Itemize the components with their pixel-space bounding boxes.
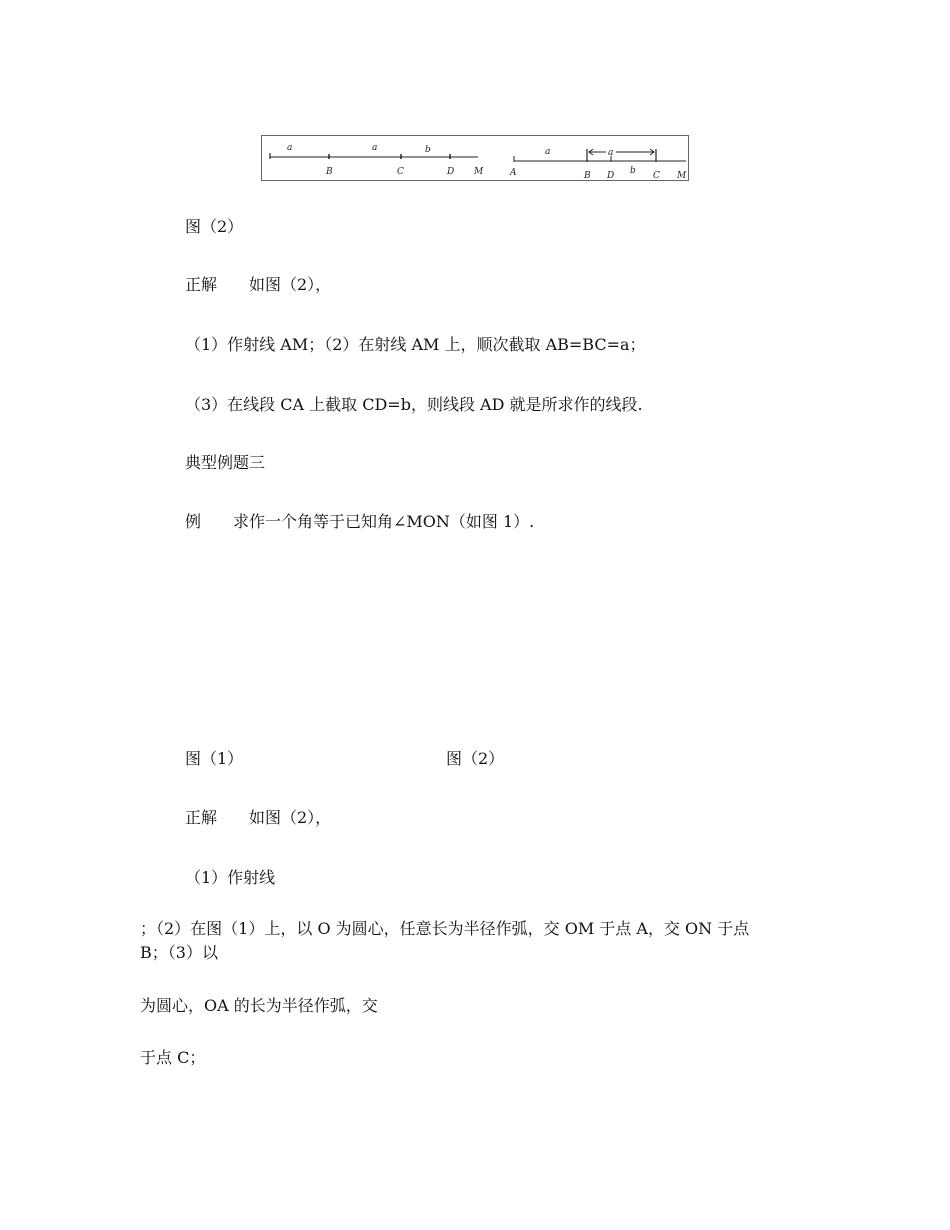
right-label-C: C — [653, 171, 660, 181]
arc-step-line-2: B；（3）以 — [140, 943, 218, 962]
figure-2-caption: 图（2） — [446, 749, 505, 768]
arc-step-3-line-2: 于点 C； — [140, 1048, 206, 1067]
segment-construction-figure — [261, 135, 689, 181]
right-label-A: A — [510, 168, 517, 178]
right-label-B: B — [584, 171, 591, 181]
solution-heading-2: 正解 如图（2）， — [185, 808, 332, 827]
left-label-B: B — [326, 167, 333, 177]
construction-steps-1-2: （1）作射线 AM；（2）在射线 AM 上，顺次截取 AB=BC=a； — [185, 335, 646, 354]
construction-step-3: （3）在线段 CA 上截取 CD=b，则线段 AD 就是所求作的线段. — [185, 395, 643, 414]
left-label-M: M — [474, 167, 484, 177]
arc-step-line-1: ；（2）在图（1）上，以 O 为圆心，任意长为半径作弧，交 OM 于点 A，交 ON 于点 — [140, 919, 750, 938]
left-label-a2: a — [372, 143, 378, 153]
left-label-a1: a — [287, 143, 293, 153]
example-problem: 例 求作一个角等于已知角∠MON（如图 1）. — [185, 512, 535, 531]
left-label-C: C — [397, 167, 404, 177]
ray-step: （1）作射线 — [185, 868, 276, 887]
example-heading: 典型例题三 — [185, 453, 266, 472]
left-label-b: b — [425, 145, 431, 155]
figure-1-caption: 图（1） — [185, 749, 244, 768]
right-label-M: M — [677, 171, 687, 181]
left-label-D: D — [447, 167, 455, 177]
right-label-a2: a — [608, 148, 614, 158]
right-label-D: D — [607, 171, 615, 181]
figure-caption-top: 图（2） — [185, 217, 244, 236]
segment-construction-diagram — [262, 136, 690, 182]
right-label-a1: a — [545, 147, 551, 157]
solution-heading-1: 正解 如图（2）， — [185, 275, 332, 294]
right-label-b: b — [630, 166, 636, 176]
arc-step-3-line-1: 为圆心，OA 的长为半径作弧，交 — [140, 996, 378, 1015]
